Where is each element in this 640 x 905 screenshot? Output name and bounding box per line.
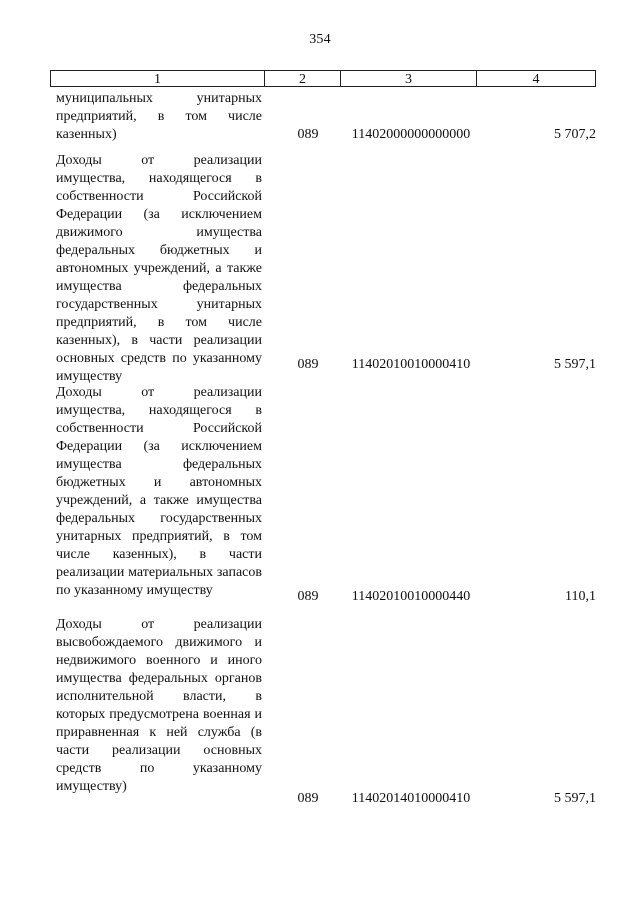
row-description: Доходы от реализации имущества, находящегося в собственности Российской Федерации (за исключением движимого имущества федеральных бюджетных и автономных учреждений, а также имущества федеральных государственных унитарных предприятий, в том числе казенных), в части реализации основных средств по указанному имуществу [56,153,262,384]
row-budget-code: 11402000000000000 [351,127,471,142]
column-header-1: 1 [51,71,265,86]
row-admin-code: 089 [297,791,319,806]
column-header-2: 2 [265,71,341,86]
row-amount: 110,1 [565,589,596,604]
table-row [56,384,596,606]
table-row [56,152,596,384]
row-amount: 5 597,1 [554,791,596,806]
column-header-4: 4 [532,72,540,87]
page-number: 354 [309,32,331,47]
row-admin-code: 089 [297,589,319,604]
row-budget-code: 11402010010000440 [351,589,471,604]
table-header [50,70,596,87]
row-admin-code: 089 [297,357,319,372]
row-description: Доходы от реализации высвобождаемого движимого и недвижимого военного и иного имущества федеральных органов исполнительной власти, в которых предусмотрена военная и приравненная к ней служба (в части реализации основных средств по указанному имуществу) [56,617,262,794]
row-description: муниципальных унитарных предприятий, в том числе казенных) [56,91,262,142]
row-budget-code: 11402010010000410 [351,357,471,372]
row-description: Доходы от реализации имущества, находящегося в собственности Российской Федерации (за исключением имущества федеральных бюджетных и автономных учреждений, а также имущества федеральных государственных унитарных предприятий, в том числе казенных), в части реализации материальных запасов по указанному имуществу [56,385,262,598]
row-budget-code: 11402014010000410 [351,791,471,806]
row-admin-code: 089 [297,127,319,142]
row-amount: 5 597,1 [554,357,596,372]
table-row [56,616,596,820]
table-row [56,90,596,144]
column-header-3: 3 [341,71,477,86]
row-amount: 5 707,2 [554,127,596,142]
